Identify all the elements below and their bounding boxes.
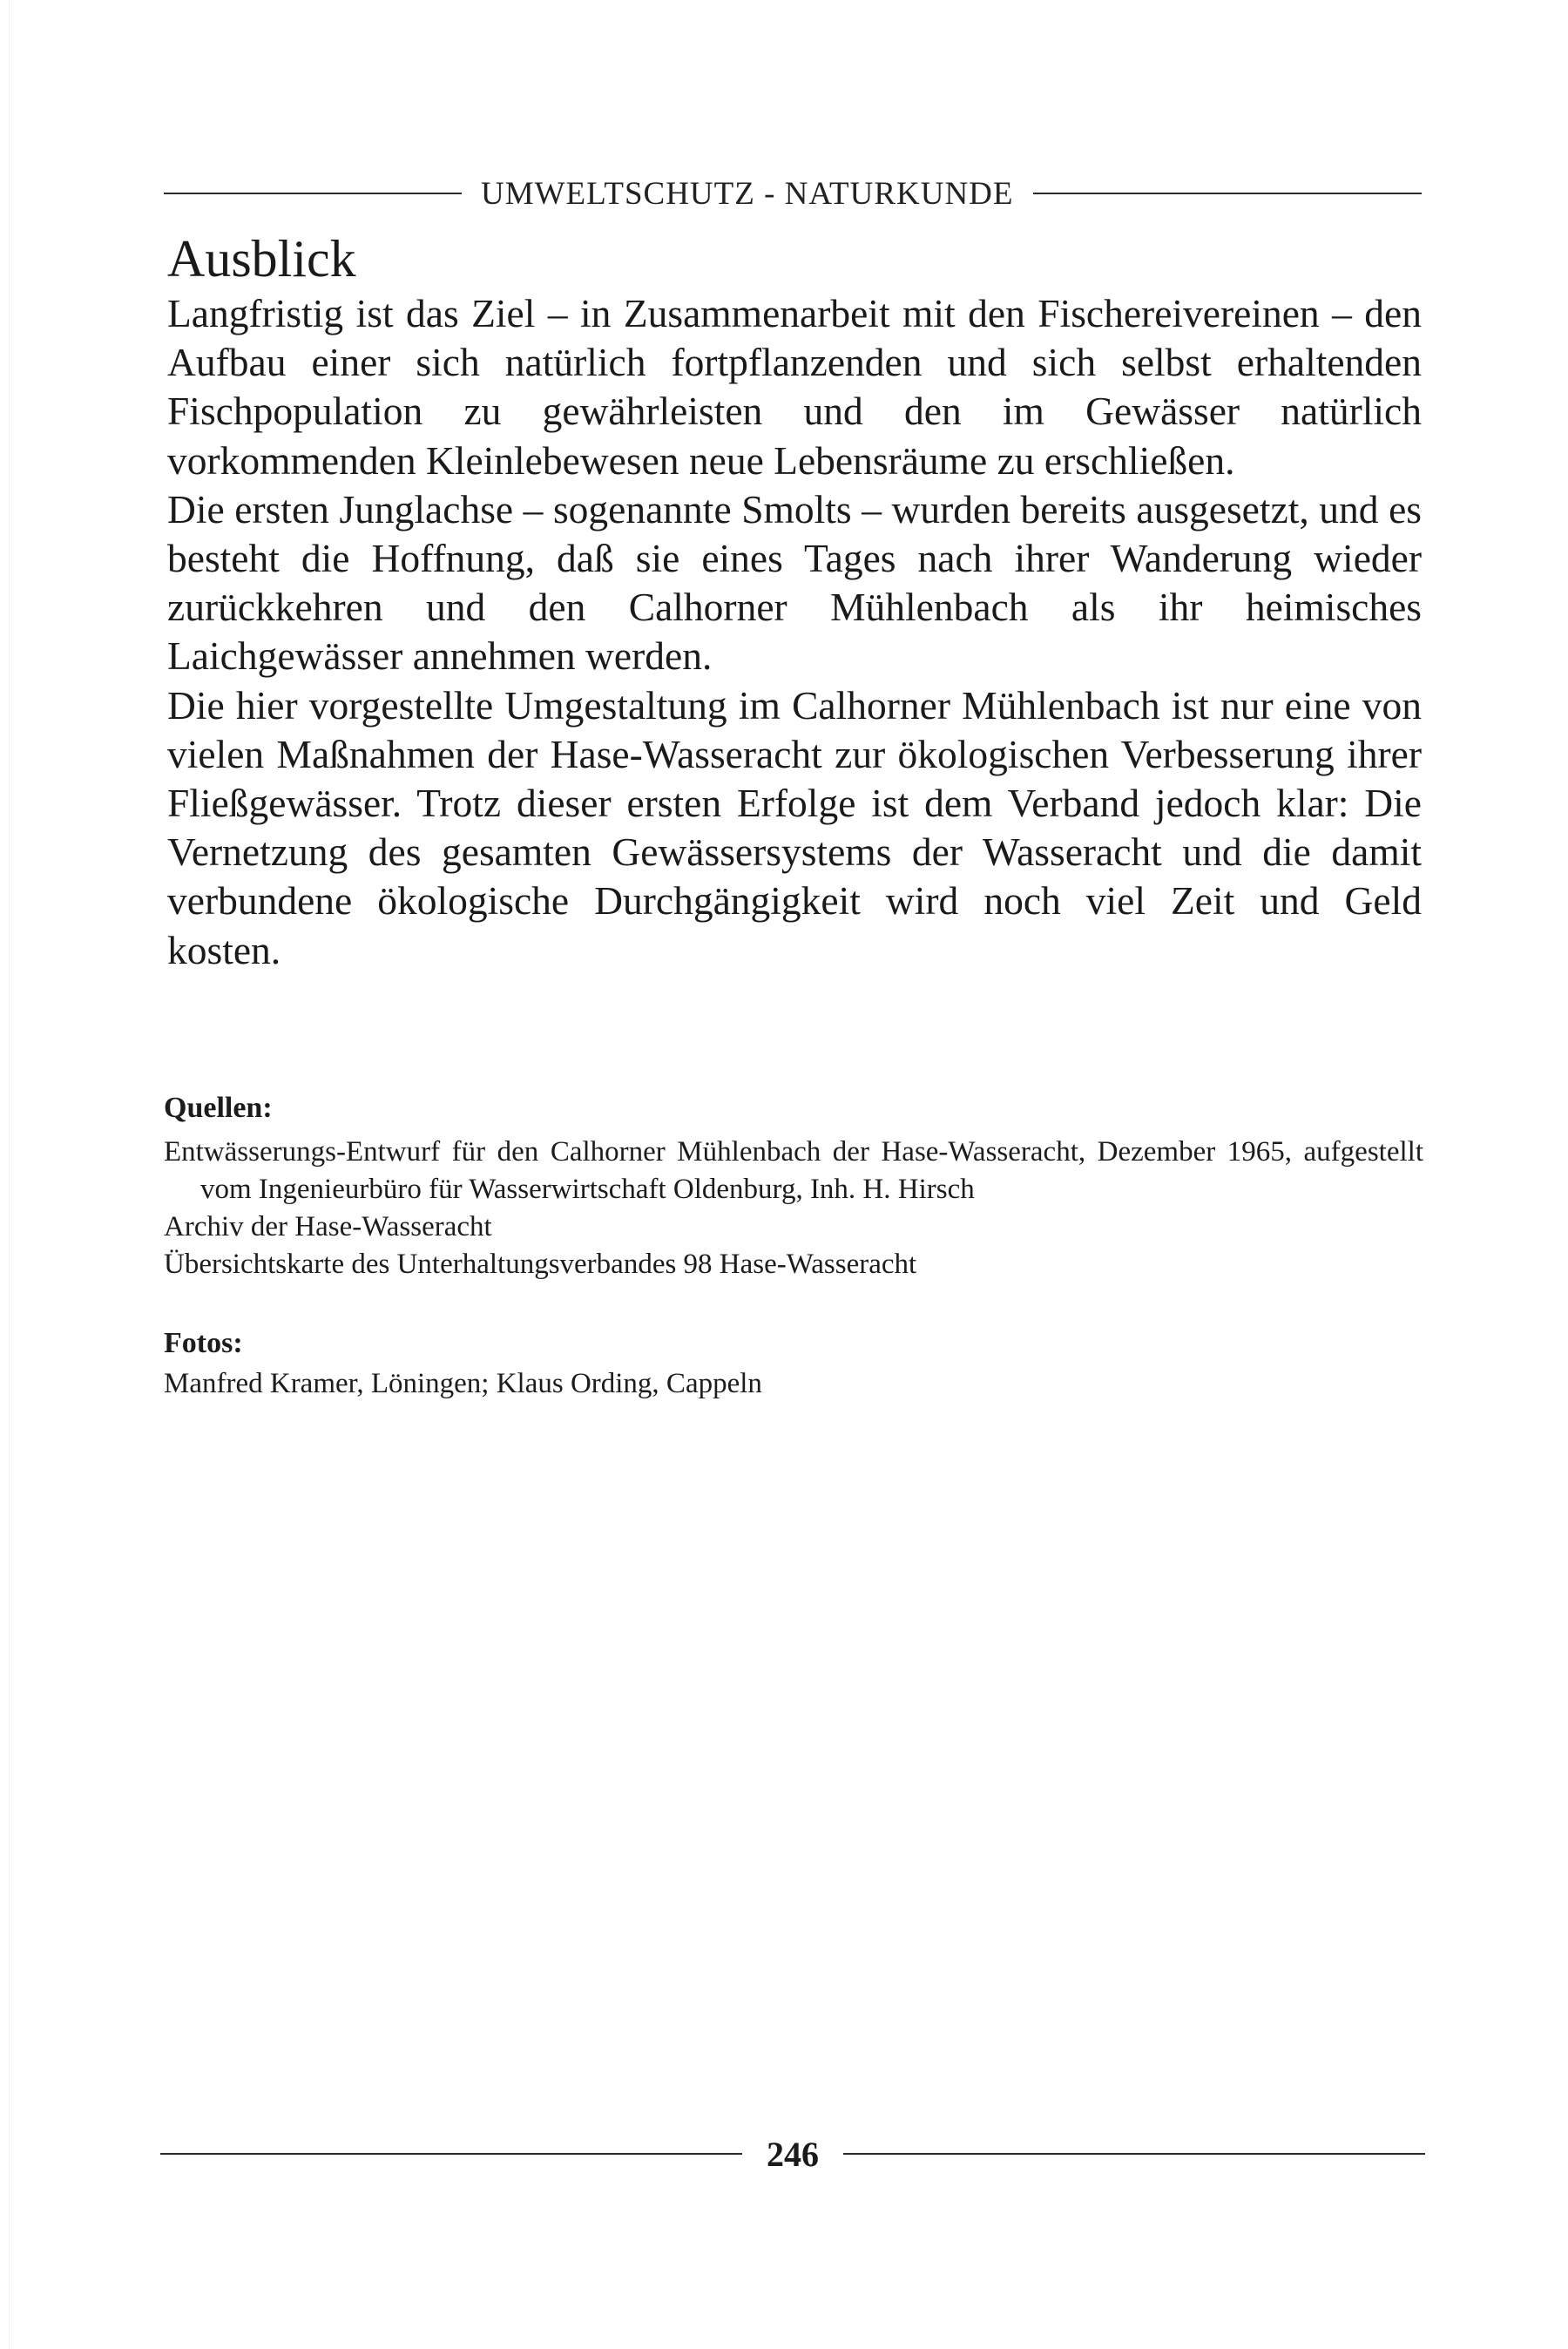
article-body <box>167 289 1422 975</box>
source-entry: Archiv der Hase-Wasseracht <box>164 1211 492 1242</box>
body-paragraph: Langfristig ist das Ziel – in Zusammenarbeit mit den Fischereivereinen – den Aufbau einer sich natürlich fortpflanzenden und sich selbst erhaltenden Fischpopulation zu gewährleisten und den im Gewässer natürlich vorkommenden Kleinlebewesen neue Lebensräume zu erschließen. <box>167 291 1422 483</box>
photo-credit: Manfred Kramer, Löningen; Klaus Ording, Cappeln <box>164 1368 762 1399</box>
source-entry: Entwässerungs-Entwurf für den Calhorner Mühlenbach der Hase-Wasseracht, Dezember 1965, aufgestellt vom Ingenieurbüro für Wasserwirtschaft Oldenburg, Inh. H. Hirsch <box>164 1136 1423 1205</box>
header-rule-left <box>164 193 462 194</box>
body-paragraph: Die ersten Junglachse – sogenannte Smolts – wurden bereits ausgesetzt, und es besteht die Hoffnung, daß sie eines Tages nach ihrer Wanderung wieder zurückkehren und den Calhorner Mühlenbach als ihr heimisches Laichgewässer annehmen werden. <box>167 486 1422 679</box>
section-title: UMWELTSCHUTZ - NATURKUNDE <box>481 175 1014 212</box>
section-heading: Ausblick <box>167 230 356 288</box>
page-number: 246 <box>767 2134 819 2174</box>
header-rule-right <box>1033 193 1423 194</box>
photo-credits-section <box>164 1324 1423 1403</box>
body-paragraph: Die hier vorgestellte Umgestaltung im Calhorner Mühlenbach ist nur eine von vielen Maßnahmen der Hase-Wasseracht zur ökologischen Verbesserung ihrer Fließgewässer. Trotz dieser ersten Erfolge ist dem Verband jedoch klar: Die Vernetzung des gesamten Gewässersystems der Wasseracht und die damit verbundene ökologische Durchgängigkeit wird noch viel Zeit und Geld kosten. <box>167 682 1422 972</box>
photos-label: Fotos: <box>164 1327 243 1359</box>
source-entry: Übersichtskarte des Unterhaltungsverbandes 98 Hase-Wasseracht <box>164 1249 917 1280</box>
page-footer <box>160 2132 1425 2176</box>
footer-rule-right <box>843 2153 1425 2155</box>
sources-label: Quellen: <box>164 1092 273 1124</box>
scan-edge-shadow <box>9 0 10 2349</box>
footer-rule-left <box>160 2153 742 2155</box>
running-header <box>164 177 1422 210</box>
sources-section <box>164 1089 1423 1283</box>
